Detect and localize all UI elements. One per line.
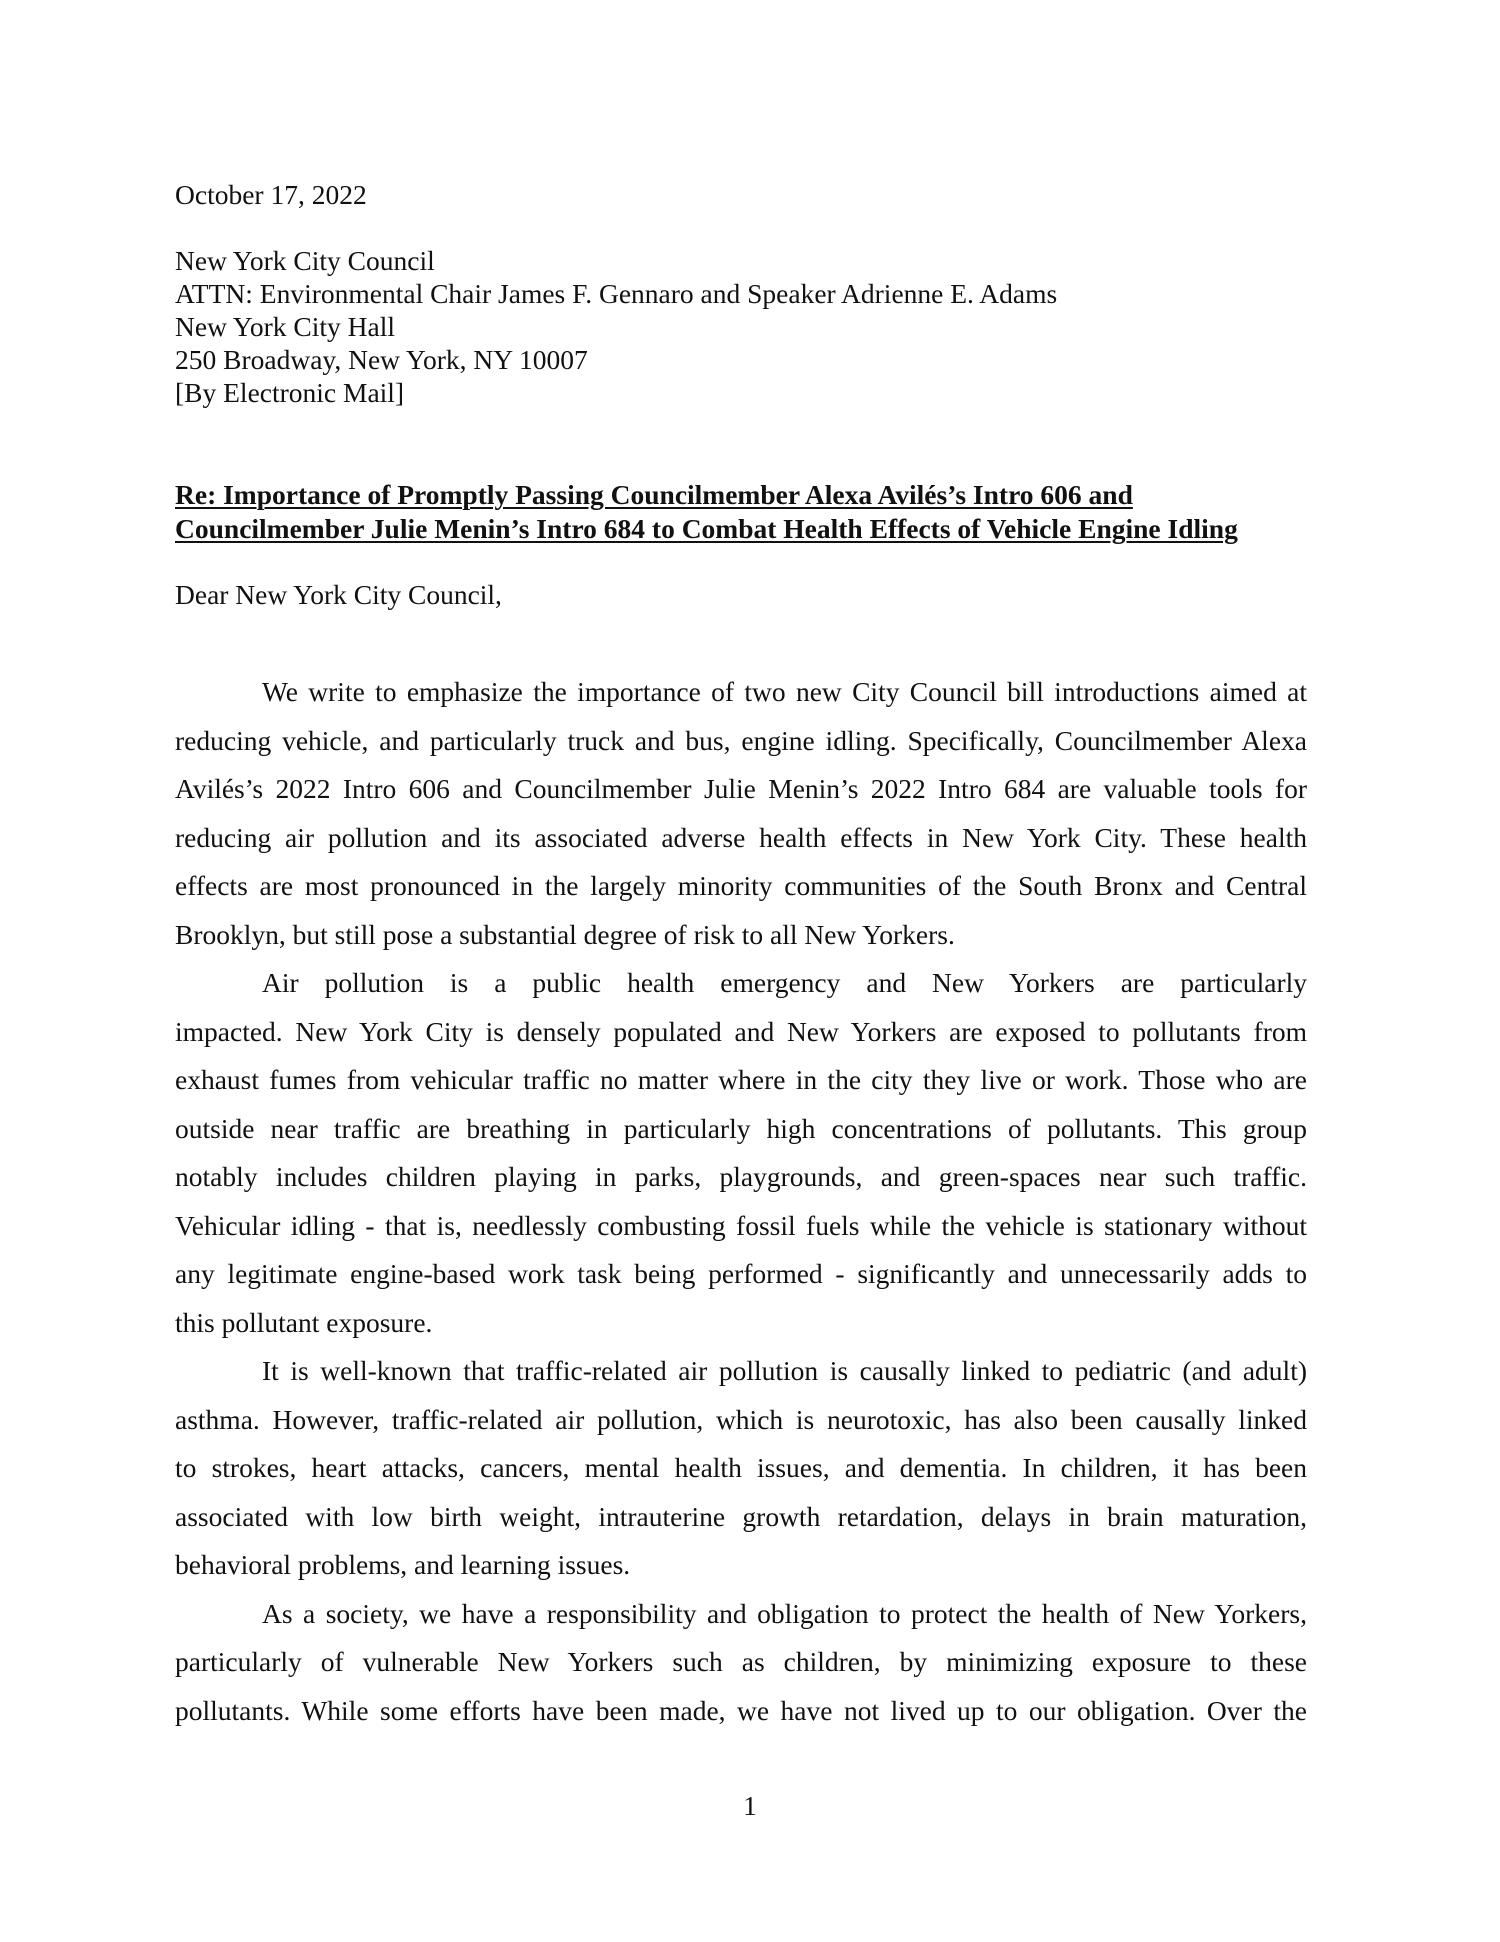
- body-paragraph: [175, 959, 1307, 1347]
- subject-line-1: Re: Importance of Promptly Passing Councilmember Alexa Avilés’s Intro 606 and: [175, 479, 1133, 510]
- body-line: behavioral problems, and learning issues.: [175, 1549, 631, 1580]
- body-line: particularly of vulnerable New Yorkers such as children, by minimizing exposure to these: [175, 1646, 1307, 1677]
- body-paragraph: [175, 1347, 1307, 1590]
- letter-body: [175, 668, 1307, 1735]
- body-line: effects are most pronounced in the largely minority communities of the South Bronx and Central: [175, 870, 1307, 901]
- body-line: reducing air pollution and its associated adverse health effects in New York City. These health: [175, 821, 1307, 853]
- body-line: outside near traffic are breathing in particularly high concentrations of pollutants. This group: [175, 1112, 1307, 1144]
- address-line: ATTN: Environmental Chair James F. Gennaro and Speaker Adrienne E. Adams: [175, 278, 1058, 309]
- body-line: We write to emphasize the importance of two new City Council bill introductions aimed at: [262, 676, 1307, 707]
- body-line: pollutants. While some efforts have been made, we have not lived up to our obligation. Over the: [175, 1694, 1307, 1726]
- body-line: Brooklyn, but still pose a substantial degree of risk to all New Yorkers.: [175, 918, 955, 950]
- letter-date: October 17, 2022: [175, 179, 367, 210]
- body-line: any legitimate engine-based work task being performed - significantly and unnecessarily adds to: [175, 1258, 1307, 1289]
- body-line: this pollutant exposure.: [175, 1306, 433, 1338]
- body-line: associated with low birth weight, intrauterine growth retardation, delays in brain maturation,: [175, 1500, 1307, 1532]
- body-line: Vehicular idling - that is, needlessly combusting fossil fuels while the vehicle is stationary without: [175, 1209, 1307, 1241]
- address-line: 250 Broadway, New York, NY 10007: [175, 344, 588, 375]
- body-line: to strokes, heart attacks, cancers, mental health issues, and dementia. In children, it has been: [175, 1452, 1307, 1483]
- recipient-address: [175, 244, 1057, 409]
- body-line: asthma. However, traffic-related air pollution, which is neurotoxic, has also been causally linked: [175, 1403, 1307, 1435]
- subject-line: [175, 478, 1238, 546]
- body-paragraph: [175, 668, 1307, 959]
- body-line: It is well-known that traffic-related air pollution is causally linked to pediatric (and adult): [262, 1355, 1307, 1386]
- body-paragraph: [175, 1590, 1307, 1736]
- body-line: exhaust fumes from vehicular traffic no matter where in the city they live or work. Those who are: [175, 1064, 1307, 1095]
- body-line: As a society, we have a responsibility and obligation to protect the health of New Yorkers,: [262, 1597, 1307, 1629]
- body-line: notably includes children playing in parks, playgrounds, and green-spaces near such traffic.: [175, 1161, 1307, 1192]
- body-line: Air pollution is a public health emergency and New Yorkers are particularly: [262, 967, 1307, 998]
- body-line: reducing vehicle, and particularly truck and bus, engine idling. Specifically, Councilmember Alexa: [175, 724, 1307, 756]
- page-number: 1: [743, 1790, 757, 1821]
- address-line: New York City Hall: [175, 311, 396, 342]
- body-line: Avilés’s 2022 Intro 606 and Councilmember Julie Menin’s 2022 Intro 684 are valuable tools for: [175, 773, 1307, 804]
- subject-line-2: Councilmember Julie Menin’s Intro 684 to Combat Health Effects of Vehicle Engine Idling: [175, 513, 1238, 544]
- body-line: impacted. New York City is densely populated and New Yorkers are exposed to pollutants from: [175, 1015, 1307, 1047]
- salutation: Dear New York City Council,: [175, 579, 502, 610]
- address-line: [By Electronic Mail]: [175, 377, 405, 408]
- address-line: New York City Council: [175, 245, 435, 276]
